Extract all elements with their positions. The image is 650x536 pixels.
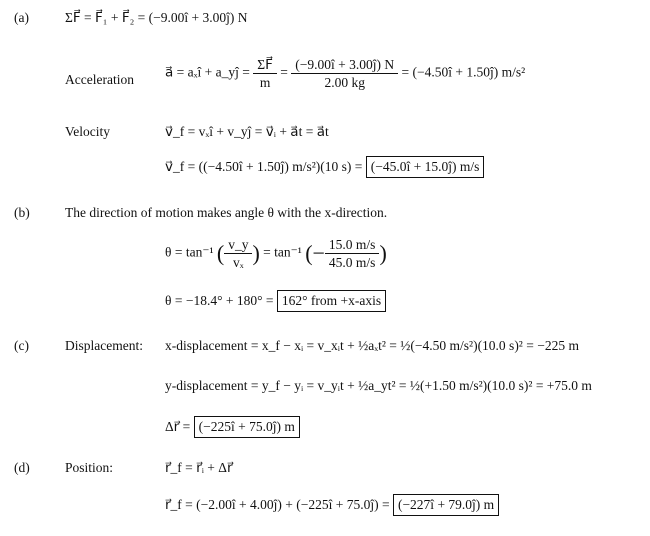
part-label-b: (b) — [14, 205, 30, 220]
theta-lhs: θ = tan⁻¹ — [165, 244, 214, 260]
acceleration-fraction-2-num: (−9.00î + 3.00ĵ) N — [291, 56, 398, 74]
acceleration-equation — [165, 56, 525, 91]
theta-answer-box: 162° from +x-axis — [277, 290, 386, 312]
velocity-equation-1: v⃗_f = vₓî + v_yĵ = v⃗ᵢ + a⃗t = a⃗t — [165, 124, 329, 139]
acceleration-fraction-1-den: m — [259, 75, 271, 90]
velocity-equation-2-lhs: v⃗_f = ((−4.50î + 1.50ĵ) m/s²)(10 s) = — [165, 159, 363, 174]
position-equation-2 — [165, 494, 499, 516]
displacement-label: Displacement: — [65, 338, 143, 353]
net-force-equation: ΣF⃗ = F⃗₁ + F⃗₂ = (−9.00î + 3.00ĵ) N — [65, 10, 248, 25]
theta-equation: θ = tan⁻¹ ( $\frac{v\_y}{\text{vₓ}}$ ) = tan⁻¹ (− $\frac{15.0 m/s}{45.0 m/s}$ ) — [165, 237, 387, 270]
part-label-a: (a) — [14, 10, 29, 25]
part-label-d: (d) — [14, 460, 30, 475]
theta-fraction-den: 45.0 m/s — [328, 255, 376, 270]
theta-mid: = tan⁻¹ — [263, 244, 302, 260]
displacement-vector-equation — [165, 416, 300, 438]
velocity-label: Velocity — [65, 124, 110, 139]
acceleration-label: Acceleration — [65, 72, 134, 87]
velocity-answer-box: (−45.0î + 15.0ĵ) m/s — [366, 156, 485, 178]
acceleration-fraction-1 — [253, 56, 277, 91]
position-equation-2-lhs: r⃗_f = (−2.00î + 4.00ĵ) + (−225î + 75.0ĵ) = — [165, 497, 390, 512]
displacement-vector-lhs: Δr⃗ = — [165, 419, 191, 434]
direction-statement: The direction of motion makes angle θ with the x-direction. — [65, 205, 388, 220]
acceleration-fraction-1-num: ΣF⃗ — [253, 56, 277, 74]
theta-fraction-vx: vₓ — [232, 255, 244, 270]
velocity-equation-2 — [165, 156, 484, 178]
part-label-c: (c) — [14, 338, 29, 353]
x-displacement-equation: x-displacement = x_f − xᵢ = v_xᵢt + ½aₓt² = ½(−4.50 m/s²)(10.0 s)² = −225 m — [165, 338, 579, 353]
position-equation-1: r⃗_f = r⃗ᵢ + Δr⃗ — [165, 460, 233, 475]
theta-fraction-num: 15.0 m/s — [325, 236, 380, 254]
theta-calculation — [165, 290, 386, 312]
theta-fraction-vy: v_y — [224, 236, 252, 254]
displacement-answer-box: (−225î + 75.0ĵ) m — [194, 416, 300, 438]
acceleration-lhs: a⃗ = aₓî + a_yĵ = — [165, 64, 250, 80]
acceleration-fraction-2 — [291, 56, 398, 91]
theta-fraction-symbolic — [224, 236, 252, 271]
acceleration-result: = (−4.50î + 1.50ĵ) m/s² — [401, 64, 526, 80]
theta-calc-lhs: θ = −18.4° + 180° = — [165, 293, 274, 308]
position-answer-box: (−227î + 79.0ĵ) m — [393, 494, 499, 516]
position-label: Position: — [65, 460, 114, 475]
y-displacement-equation: y-displacement = y_f − yᵢ = v_yᵢt + ½a_yt² = ½(+1.50 m/s²)(10.0 s)² = +75.0 m — [165, 378, 592, 393]
theta-fraction-numeric — [325, 236, 380, 271]
acceleration-equals: = — [280, 64, 288, 80]
acceleration-fraction-2-den: 2.00 kg — [324, 75, 365, 90]
